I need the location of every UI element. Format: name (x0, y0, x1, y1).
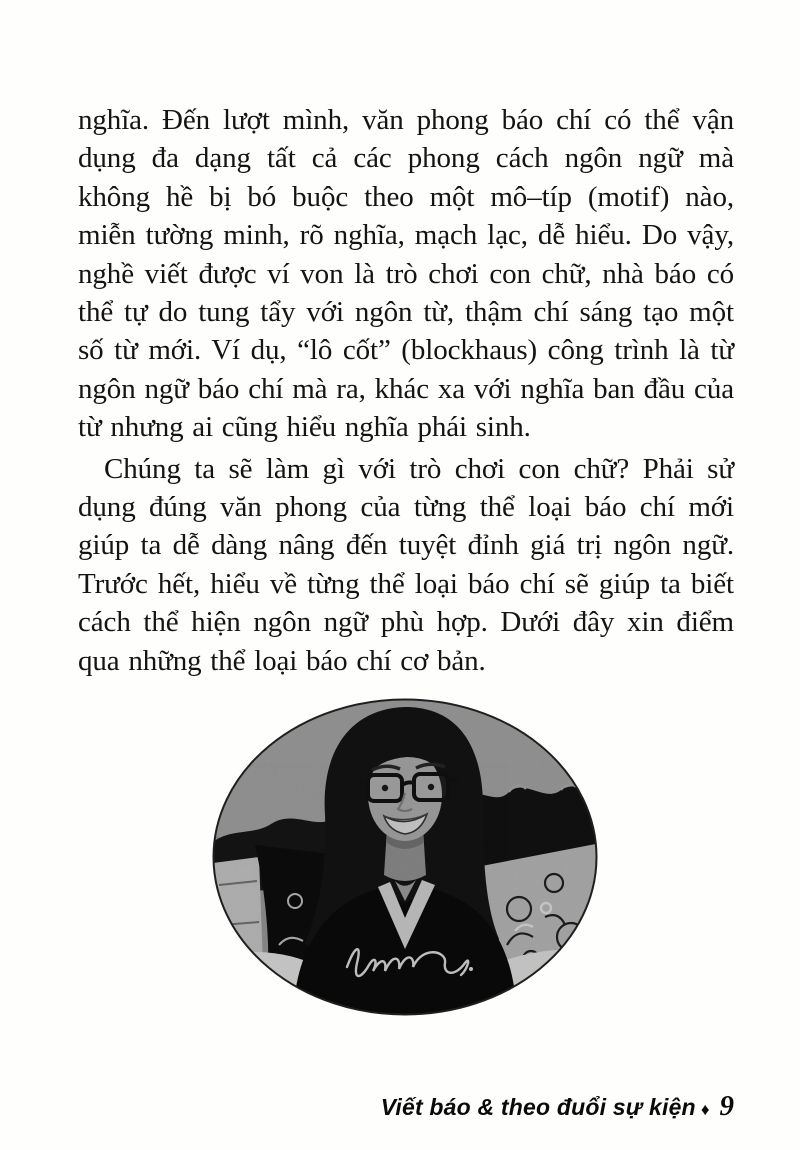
diamond-icon: ♦ (700, 1100, 710, 1119)
body-text (78, 101, 734, 680)
footer-title: Viết báo & theo đuổi sự kiện (380, 1094, 696, 1120)
body-paragraph: nghĩa. Đến lượt mình, văn phong báo chí có thể vận dụng đa dạng tất cả các phong cách ngôn ngữ mà không hề bị bó buộc theo một mô–típ (motif) nào, miễn tường minh, rõ nghĩa, mạch lạc, dễ hiểu. Do vậy, nghề viết được ví von là trò chơi con chữ, nhà báo có thể tự do tung tẩy với ngôn từ, thậm chí sáng tạo một số từ mới. Ví dụ, “lô cốt” (blockhaus) công trình là từ ngôn ngữ báo chí mà ra, khác xa với nghĩa ban đầu của từ nhưng ai cũng hiểu nghĩa phái sinh. (78, 104, 734, 444)
page-number: 9 (719, 1090, 734, 1122)
portrait-photo (209, 695, 601, 1019)
body-paragraph: Chúng ta sẽ làm gì với trò chơi con chữ? Phải sử dụng đúng văn phong của từng thể loại báo chí mới giúp ta dễ dàng nâng đến tuyệt đỉnh giá trị ngôn ngữ. Trước hết, hiểu về từng thể loại báo chí sẽ giúp ta biết cách thể hiện ngôn ngữ phù hợp. Dưới đây xin điểm qua những thể loại báo chí cơ bản. (78, 452, 734, 677)
running-footer (381, 1090, 734, 1123)
halftone-grain (209, 695, 601, 1019)
